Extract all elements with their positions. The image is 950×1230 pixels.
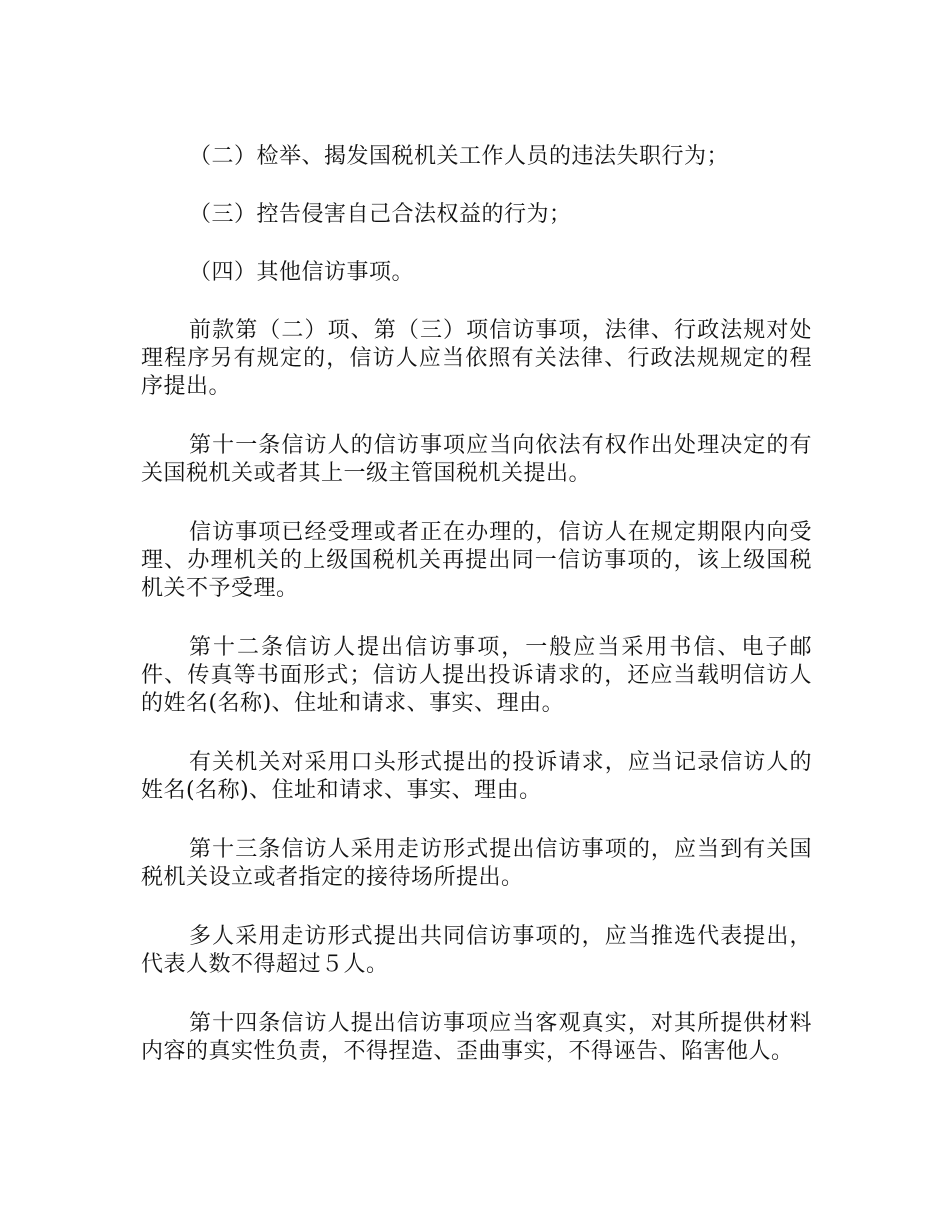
paragraph-article-12-clause-2: 有关机关对采用口头形式提出的投诉请求，应当记录信访人的姓名(名称)、住址和请求、事实、理由。 xyxy=(141,750,812,803)
paragraph-procedure-note: 前款第（二）项、第（三）项信访事项，法律、行政法规对处理程序另有规定的，信访人应当依照有关法律、行政法规规定的程序提出。 xyxy=(141,318,812,399)
paragraph-item-3: （三）控告侵害自己合法权益的行为； xyxy=(189,202,572,227)
paragraph-article-11: 第十一条信访人的信访事项应当向依法有权作出处理决定的有关国税机关或者其上一级主管国税机关提出。 xyxy=(141,433,812,486)
paragraph-article-14: 第十四条信访人提出信访事项应当客观真实，对其所提供材料内容的真实性负责，不得捏造、歪曲事实，不得诬告、陷害他人。 xyxy=(141,1011,812,1064)
document-body xyxy=(141,143,812,1097)
paragraph-item-2: （二）检举、揭发国税机关工作人员的违法失职行为； xyxy=(189,144,730,169)
paragraph-item-4: （四）其他信访事项。 xyxy=(189,260,415,285)
paragraph-article-13: 第十三条信访人采用走访形式提出信访事项的，应当到有关国税机关设立或者指定的接待场所提出。 xyxy=(141,837,812,890)
paragraph-article-12: 第十二条信访人提出信访事项，一般应当采用书信、电子邮件、传真等书面形式；信访人提出投诉请求的，还应当载明信访人的姓名(名称)、住址和请求、事实、理由。 xyxy=(141,635,812,716)
paragraph-article-11-clause-2: 信访事项已经受理或者正在办理的，信访人在规定期限内向受理、办理机关的上级国税机关再提出同一信访事项的，该上级国税机关不予受理。 xyxy=(141,520,812,601)
paragraph-article-13-clause-2: 多人采用走访形式提出共同信访事项的，应当推选代表提出，代表人数不得超过５人。 xyxy=(141,924,812,977)
